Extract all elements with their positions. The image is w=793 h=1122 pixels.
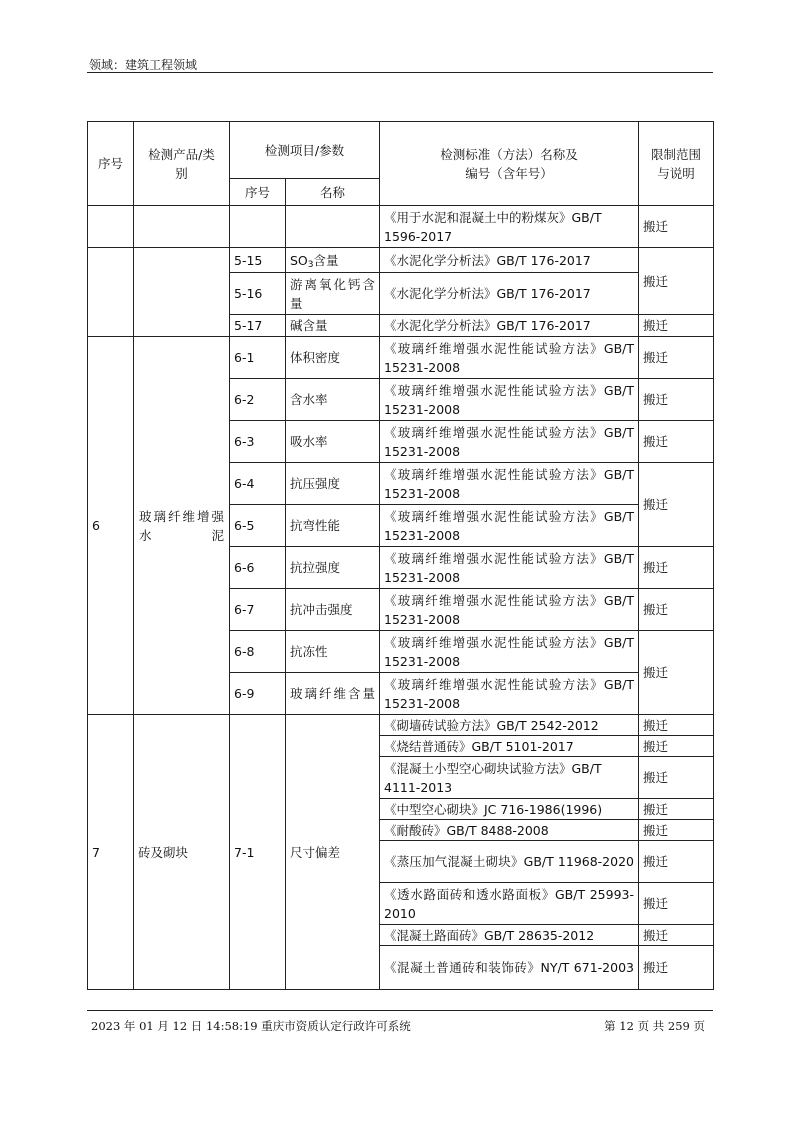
- standard-cell: 《玻璃纤维增强水泥性能试验方法》GB/T 15231-2008: [380, 463, 639, 505]
- scope-table: [87, 121, 714, 990]
- limit-cell: 搬迁: [639, 421, 714, 463]
- group-seq-cell: 7: [88, 715, 134, 990]
- limit-cell: 搬迁: [639, 463, 714, 547]
- limit-cell: 搬迁: [639, 946, 714, 990]
- item-name-cell: 玻璃纤维含量: [286, 673, 380, 715]
- limit-cell: 搬迁: [639, 589, 714, 631]
- standard-cell: 《水泥化学分析法》GB/T 176-2017: [380, 273, 639, 315]
- limit-cell: 搬迁: [639, 248, 714, 315]
- item-name-main: SO: [290, 252, 308, 268]
- item-seq-cell: 5-17: [230, 315, 286, 337]
- limit-cell: 搬迁: [639, 841, 714, 883]
- page-header-domain: 领域：建筑工程领域: [89, 58, 198, 72]
- item-name-cell: [286, 248, 380, 273]
- standard-cell: 《玻璃纤维增强水泥性能试验方法》GB/T 15231-2008: [380, 337, 639, 379]
- limit-cell: 搬迁: [639, 883, 714, 925]
- standard-cell: 《耐酸砖》GB/T 8488-2008: [380, 820, 639, 841]
- item-name-cell: 体积密度: [286, 337, 380, 379]
- item-seq-cell: 6-1: [230, 337, 286, 379]
- limit-cell: 搬迁: [639, 925, 714, 946]
- header-standard: 检测标准（方法）名称及编号（含年号）: [380, 122, 639, 206]
- standard-cell: 《玻璃纤维增强水泥性能试验方法》GB/T 15231-2008: [380, 421, 639, 463]
- item-name-cell: 吸水率: [286, 421, 380, 463]
- item-seq-cell: 6-5: [230, 505, 286, 547]
- cell-empty: [88, 206, 134, 248]
- limit-cell: 搬迁: [639, 337, 714, 379]
- cell-empty: [134, 206, 230, 248]
- standard-cell: 《中型空心砌块》JC 716-1986(1996): [380, 799, 639, 820]
- header-item: 检测项目/参数: [230, 122, 380, 179]
- header-seq: 序号: [88, 122, 134, 206]
- standard-cell: 《水泥化学分析法》GB/T 176-2017: [380, 248, 639, 273]
- standard-cell: 《混凝土路面砖》GB/T 28635-2012: [380, 925, 639, 946]
- group-category-cell: 玻璃纤维增强水泥: [134, 337, 230, 715]
- limit-cell: 搬迁: [639, 379, 714, 421]
- item-name-cell: 含水率: [286, 379, 380, 421]
- standard-cell: 《砌墙砖试验方法》GB/T 2542-2012: [380, 715, 639, 736]
- item-name-cell: 抗压强度: [286, 463, 380, 505]
- standard-cell: 《用于水泥和混凝土中的粉煤灰》GB/T 1596-2017: [380, 206, 639, 248]
- footer-rule: [87, 1010, 713, 1011]
- item-seq-cell: 6-7: [230, 589, 286, 631]
- item-seq-cell: 6-2: [230, 379, 286, 421]
- standard-cell: 《玻璃纤维增强水泥性能试验方法》GB/T 15231-2008: [380, 505, 639, 547]
- limit-cell: 搬迁: [639, 315, 714, 337]
- standard-cell: 《混凝土小型空心砌块试验方法》GB/T 4111-2013: [380, 757, 639, 799]
- limit-cell: 搬迁: [639, 820, 714, 841]
- standard-cell: 《玻璃纤维增强水泥性能试验方法》GB/T 15231-2008: [380, 631, 639, 673]
- item-seq-cell: 6-6: [230, 547, 286, 589]
- cell-empty: [230, 206, 286, 248]
- limit-cell: 搬迁: [639, 206, 714, 248]
- limit-cell: 搬迁: [639, 757, 714, 799]
- item-name-cell: 游离氧化钙含量: [286, 273, 380, 315]
- group-category-cell: 砖及砌块: [134, 715, 230, 990]
- item-seq-cell: 7-1: [230, 715, 286, 990]
- cell-empty: [88, 248, 134, 337]
- item-name-cell: 抗弯性能: [286, 505, 380, 547]
- header-item-name: 名称: [286, 179, 380, 206]
- item-name-rest: 含量: [313, 252, 339, 268]
- standard-cell: 《透水路面砖和透水路面板》GB/T 25993-2010: [380, 883, 639, 925]
- limit-cell: 搬迁: [639, 736, 714, 757]
- cell-empty: [286, 206, 380, 248]
- cell-empty: [134, 248, 230, 337]
- item-seq-cell: 5-16: [230, 273, 286, 315]
- item-seq-cell: 6-9: [230, 673, 286, 715]
- standard-cell: 《烧结普通砖》GB/T 5101-2017: [380, 736, 639, 757]
- group-seq-cell: 6: [88, 337, 134, 715]
- header-limit: 限制范围与说明: [639, 122, 714, 206]
- item-seq-cell: 6-4: [230, 463, 286, 505]
- header-category: 检测产品/类别: [134, 122, 230, 206]
- item-name-cell: 碱含量: [286, 315, 380, 337]
- item-name-cell: 尺寸偏差: [286, 715, 380, 990]
- footer-page-number: 第 12 页 共 259 页: [604, 1019, 705, 1033]
- item-name-subscript: 3: [307, 259, 314, 270]
- standard-cell: 《玻璃纤维增强水泥性能试验方法》GB/T 15231-2008: [380, 673, 639, 715]
- standard-cell: 《玻璃纤维增强水泥性能试验方法》GB/T 15231-2008: [380, 379, 639, 421]
- header-rule: [87, 72, 713, 73]
- limit-cell: 搬迁: [639, 799, 714, 820]
- limit-cell: 搬迁: [639, 715, 714, 736]
- standard-cell: 《蒸压加气混凝土砌块》GB/T 11968-2020: [380, 841, 639, 883]
- item-seq-cell: 6-8: [230, 631, 286, 673]
- standard-cell: 《玻璃纤维增强水泥性能试验方法》GB/T 15231-2008: [380, 589, 639, 631]
- item-name-cell: 抗冲击强度: [286, 589, 380, 631]
- footer-timestamp-system: 2023 年 01 月 12 日 14:58:19 重庆市资质认定行政许可系统: [91, 1019, 411, 1033]
- item-seq-cell: 6-3: [230, 421, 286, 463]
- header-item-seq: 序号: [230, 179, 286, 206]
- standard-cell: 《混凝土普通砖和装饰砖》NY/T 671-2003: [380, 946, 639, 990]
- item-name-cell: 抗冻性: [286, 631, 380, 673]
- limit-cell: 搬迁: [639, 631, 714, 715]
- limit-cell: 搬迁: [639, 547, 714, 589]
- standard-cell: 《水泥化学分析法》GB/T 176-2017: [380, 315, 639, 337]
- standard-cell: 《玻璃纤维增强水泥性能试验方法》GB/T 15231-2008: [380, 547, 639, 589]
- item-seq-cell: 5-15: [230, 248, 286, 273]
- item-name-cell: 抗拉强度: [286, 547, 380, 589]
